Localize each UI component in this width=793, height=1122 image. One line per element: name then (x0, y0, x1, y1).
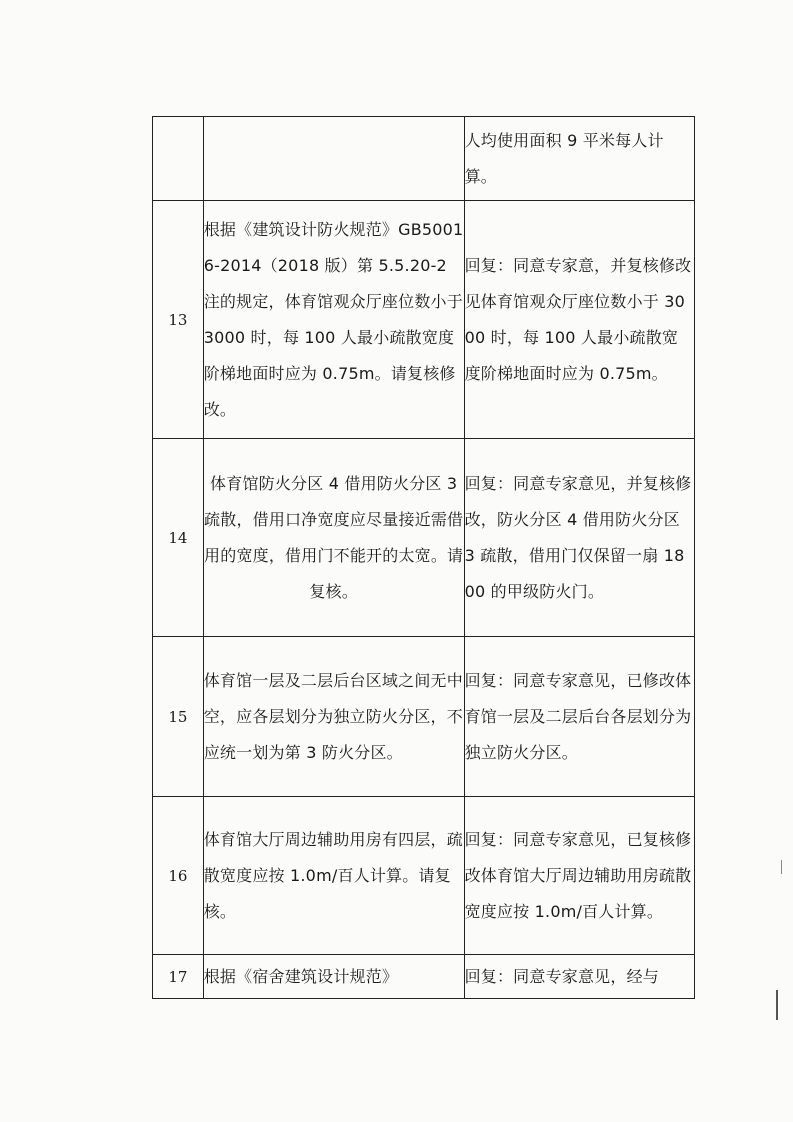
table-row (153, 201, 695, 439)
issue-cell (203, 797, 464, 955)
reply-text: 回复：同意专家意见，并复核修改，防火分区 4 借用防火分区 3 疏散，借用门仅保留一扇 1800 的甲级防火门。 (464, 473, 692, 601)
row-number: 13 (153, 201, 204, 439)
issue-cell (203, 637, 464, 797)
row-number: 17 (153, 955, 204, 999)
table-row (153, 797, 695, 955)
issue-cell (203, 117, 464, 201)
issue-text: 根据《宿舍建筑设计规范》 (203, 966, 399, 986)
row-number (153, 117, 204, 201)
reply-text: 回复：同意专家意见，已修改体育馆一层及二层后台各层划分为独立防火分区。 (464, 670, 692, 762)
scan-edge-mark (776, 990, 778, 1020)
issue-text: 根据《建筑设计防火规范》GB50016-2014（2018 版）第 5.5.20-2 注的规定，体育馆观众厅座位数小于 3000 时，每 100 人最小疏散宽度阶梯地面时应为 0.75m。请复核修改。 (203, 219, 464, 419)
reply-text: 回复：同意专家意，并复核修改见体育馆观众厅座位数小于 3000 时，每 100 人最小疏散宽度阶梯地面时应为 0.75m。 (464, 255, 692, 383)
table-row (153, 637, 695, 797)
table-row (153, 955, 695, 999)
row-number: 16 (153, 797, 204, 955)
reply-cell (464, 955, 694, 999)
reply-text: 人均使用面积 9 平米每人计算。 (464, 130, 664, 186)
issue-cell (203, 439, 464, 637)
reply-text: 回复：同意专家意见，已复核修改体育馆大厅周边辅助用房疏散宽度应按 1.0m/百人计算。 (464, 829, 692, 921)
table-row (153, 117, 695, 201)
issue-text: 体育馆防火分区 4 借用防火分区 3 疏散，借用口净宽度应尽量接近需借用的宽度，借用门不能开的太宽。请复核。 (204, 473, 464, 601)
reply-cell (464, 637, 694, 797)
reply-cell (464, 797, 694, 955)
reply-cell (464, 439, 694, 637)
reply-cell (464, 201, 694, 439)
issue-cell (203, 955, 464, 999)
issue-text: 体育馆大厅周边辅助用房有四层，疏散宽度应按 1.0m/百人计算。请复核。 (203, 829, 463, 921)
row-number: 14 (153, 439, 204, 637)
row-number: 15 (153, 637, 204, 797)
issue-text: 体育馆一层及二层后台区域之间无中空，应各层划分为独立防火分区，不应统一划为第 3 防火分区。 (203, 670, 463, 762)
reply-text: 回复：同意专家意见，经与 (464, 966, 659, 986)
reply-cell (464, 117, 694, 201)
review-table (152, 116, 695, 999)
issue-cell (203, 201, 464, 439)
scan-edge-mark (781, 860, 782, 874)
table-row (153, 439, 695, 637)
